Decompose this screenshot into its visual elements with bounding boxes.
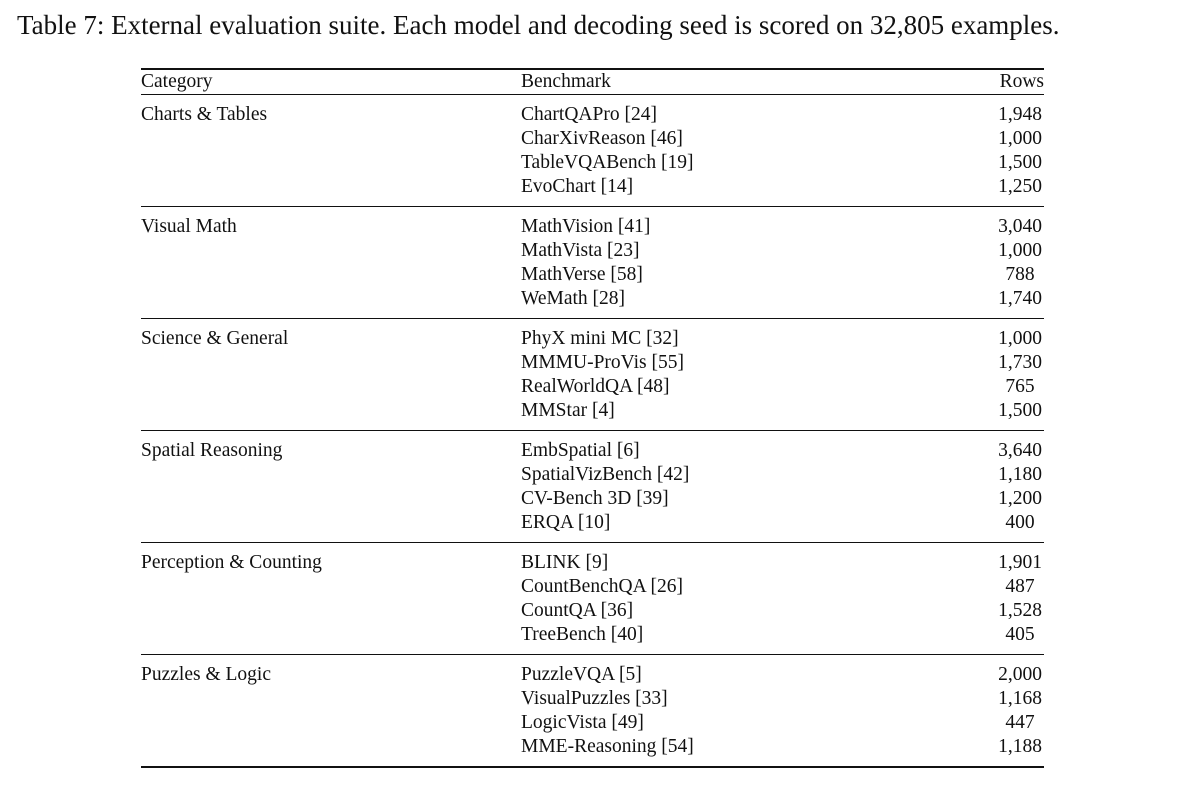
table-header xyxy=(141,69,1044,95)
table-row xyxy=(141,655,1044,688)
table-row xyxy=(141,687,1044,711)
category-cell xyxy=(141,375,521,399)
benchmark-cell: MMMU-ProVis [55] xyxy=(521,352,684,373)
table-row xyxy=(141,399,1044,431)
table-row xyxy=(141,287,1044,319)
rows-value: 3,040 xyxy=(998,216,1042,237)
rows-cell xyxy=(941,487,1044,511)
rows-cell xyxy=(941,375,1044,399)
rows-value: 1,740 xyxy=(998,288,1042,309)
rows-value: 2,000 xyxy=(998,664,1042,685)
rows-value: 788 xyxy=(1005,264,1035,285)
rows-value: 1,000 xyxy=(998,128,1042,149)
rows-value: 1,730 xyxy=(998,352,1042,373)
table-row xyxy=(141,207,1044,240)
table-row xyxy=(141,127,1044,151)
benchmark-cell: ChartQAPro [24] xyxy=(521,104,657,125)
rows-cell xyxy=(941,175,1044,207)
table-row xyxy=(141,543,1044,576)
table-row xyxy=(141,623,1044,655)
rows-value: 1,250 xyxy=(998,176,1042,197)
benchmark-cell: VisualPuzzles [33] xyxy=(521,688,668,709)
category-cell xyxy=(141,463,521,487)
category-group xyxy=(141,319,1044,431)
rows-value: 487 xyxy=(1005,576,1035,597)
rows-value: 1,180 xyxy=(998,464,1042,485)
rows-cell xyxy=(941,95,1044,128)
rows-cell xyxy=(941,623,1044,655)
benchmark-cell: ERQA [10] xyxy=(521,512,611,533)
rows-value: 1,948 xyxy=(998,104,1042,125)
rows-value: 3,640 xyxy=(998,440,1042,461)
rows-cell xyxy=(941,207,1044,240)
benchmark-cell: LogicVista [49] xyxy=(521,712,644,733)
rows-value: 1,500 xyxy=(998,152,1042,173)
rows-cell xyxy=(941,687,1044,711)
table-row xyxy=(141,487,1044,511)
rows-cell xyxy=(941,599,1044,623)
table-row xyxy=(141,711,1044,735)
table-row xyxy=(141,319,1044,352)
rows-value: 405 xyxy=(1005,624,1035,645)
rows-cell xyxy=(941,431,1044,464)
rows-cell xyxy=(941,319,1044,352)
benchmark-cell: BLINK [9] xyxy=(521,552,609,573)
header-category: Category xyxy=(141,69,521,95)
rows-value: 1,200 xyxy=(998,488,1042,509)
benchmark-cell: MMStar [4] xyxy=(521,400,615,421)
category-cell xyxy=(141,575,521,599)
benchmark-cell: SpatialVizBench [42] xyxy=(521,464,690,485)
category-cell xyxy=(141,351,521,375)
rows-cell xyxy=(941,399,1044,431)
rows-cell xyxy=(941,463,1044,487)
category-cell xyxy=(141,287,521,319)
category-group xyxy=(141,655,1044,768)
table-row xyxy=(141,263,1044,287)
table-row xyxy=(141,431,1044,464)
category-cell xyxy=(141,487,521,511)
rows-cell xyxy=(941,575,1044,599)
table-row xyxy=(141,239,1044,263)
category-cell xyxy=(141,687,521,711)
benchmark-cell: CountBenchQA [26] xyxy=(521,576,683,597)
benchmark-cell: TableVQABench [19] xyxy=(521,152,694,173)
table-row xyxy=(141,511,1044,543)
benchmark-cell: EmbSpatial [6] xyxy=(521,440,640,461)
table-row xyxy=(141,351,1044,375)
rows-value: 1,168 xyxy=(998,688,1042,709)
table-row xyxy=(141,375,1044,399)
category-cell: Spatial Reasoning xyxy=(141,440,283,461)
table-caption: Table 7: External evaluation suite. Each model and decoding seed is scored on 32,805 examples. xyxy=(17,10,1060,40)
category-group xyxy=(141,95,1044,207)
rows-value: 1,000 xyxy=(998,240,1042,261)
rows-cell xyxy=(941,543,1044,576)
rows-cell xyxy=(941,711,1044,735)
category-cell xyxy=(141,711,521,735)
benchmark-cell: CharXivReason [46] xyxy=(521,128,683,149)
benchmark-cell: PhyX mini MC [32] xyxy=(521,328,679,349)
header-row xyxy=(141,69,1044,95)
category-cell: Visual Math xyxy=(141,216,237,237)
category-cell xyxy=(141,175,521,207)
benchmark-cell: CV-Bench 3D [39] xyxy=(521,488,669,509)
rows-value: 1,000 xyxy=(998,328,1042,349)
rows-value: 1,188 xyxy=(998,736,1042,757)
category-group xyxy=(141,207,1044,319)
rows-value: 1,528 xyxy=(998,600,1042,621)
table-row xyxy=(141,151,1044,175)
table-row xyxy=(141,175,1044,207)
category-cell: Puzzles & Logic xyxy=(141,664,271,685)
benchmark-cell: WeMath [28] xyxy=(521,288,626,309)
category-cell: Perception & Counting xyxy=(141,552,322,573)
table-row xyxy=(141,735,1044,767)
evaluation-suite-table xyxy=(141,68,1044,768)
rows-cell xyxy=(941,735,1044,767)
category-cell: Charts & Tables xyxy=(141,104,268,125)
category-cell xyxy=(141,263,521,287)
benchmark-cell: MME-Reasoning [54] xyxy=(521,736,694,757)
rows-cell xyxy=(941,351,1044,375)
table-row xyxy=(141,95,1044,128)
rows-value: 447 xyxy=(1005,712,1035,733)
benchmark-cell: CountQA [36] xyxy=(521,600,634,621)
header-benchmark: Benchmark xyxy=(521,69,941,95)
rows-cell xyxy=(941,287,1044,319)
category-cell xyxy=(141,599,521,623)
benchmark-cell: MathVision [41] xyxy=(521,216,651,237)
benchmark-cell: RealWorldQA [48] xyxy=(521,376,670,397)
category-cell xyxy=(141,127,521,151)
category-cell xyxy=(141,239,521,263)
category-cell xyxy=(141,623,521,655)
category-cell xyxy=(141,735,521,767)
rows-value: 765 xyxy=(1005,376,1035,397)
category-cell: Science & General xyxy=(141,328,289,349)
rows-value: 1,500 xyxy=(998,400,1042,421)
benchmark-cell: TreeBench [40] xyxy=(521,624,644,645)
category-group xyxy=(141,431,1044,543)
rows-cell xyxy=(941,151,1044,175)
benchmark-cell: EvoChart [14] xyxy=(521,176,634,197)
benchmark-cell: PuzzleVQA [5] xyxy=(521,664,642,685)
rows-cell xyxy=(941,127,1044,151)
rows-cell xyxy=(941,239,1044,263)
table-row xyxy=(141,463,1044,487)
table-row xyxy=(141,599,1044,623)
benchmark-cell: MathVerse [58] xyxy=(521,264,643,285)
rows-cell xyxy=(941,263,1044,287)
rows-value: 1,901 xyxy=(998,552,1042,573)
table-row xyxy=(141,575,1044,599)
category-cell xyxy=(141,151,521,175)
rows-cell xyxy=(941,655,1044,688)
header-rows: Rows xyxy=(941,69,1044,95)
category-cell xyxy=(141,399,521,431)
category-cell xyxy=(141,511,521,543)
category-group xyxy=(141,543,1044,655)
rows-cell xyxy=(941,511,1044,543)
benchmark-cell: MathVista [23] xyxy=(521,240,640,261)
rows-value: 400 xyxy=(1005,512,1035,533)
